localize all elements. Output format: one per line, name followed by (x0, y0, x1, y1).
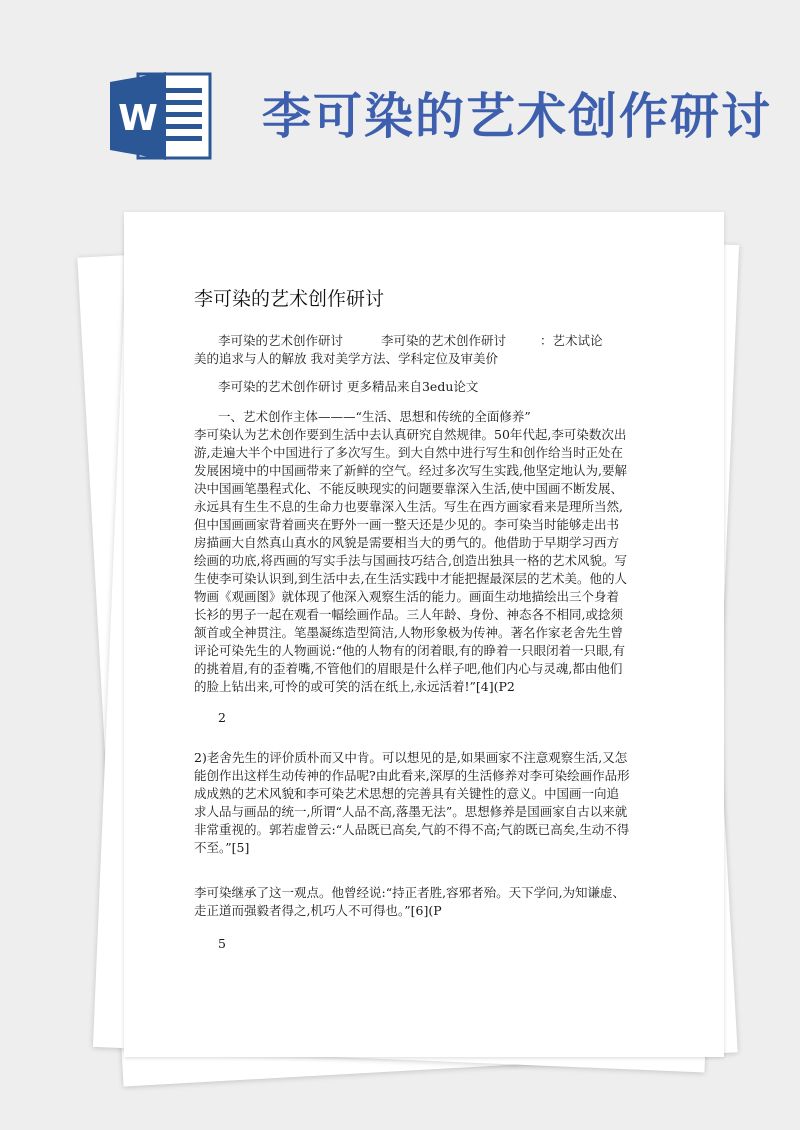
para1-line: 绘画的功底,将西画的写实手法与国画技巧结合,创造出独具一格的艺术风貌。写 (194, 553, 627, 568)
para2-line: 成成熟的艺术风貌和李可染艺术思想的完善具有关键性的意义。中国画一向追 (194, 786, 620, 801)
paragraph-3 (194, 884, 664, 920)
intro-text-a: 李可染的艺术创作研讨 (218, 333, 344, 348)
page-ref-1: 2 (218, 710, 226, 725)
page-ref-2-block (194, 935, 664, 953)
intro-block (194, 332, 664, 368)
document-page (124, 212, 724, 1057)
section-2 (194, 749, 664, 857)
para1-line: 房描画大自然真山真水的风貌是需要相当大的勇气的。他借助于早期学习西方 (194, 535, 620, 550)
para2-line: 求人品与画品的统一,所谓“人品不高,落墨无法”。思想修养是国画家自古以来就 (194, 804, 628, 819)
paragraph-1 (194, 426, 664, 696)
page-ref-2: 5 (218, 936, 226, 951)
para1-line: 颔首或全神贯注。笔墨凝练造型简洁,人物形象极为传神。著名作家老舍先生曾 (194, 625, 623, 640)
para3-line: 走正道而强毅者得之,机巧人不可得也。”[6](P (194, 903, 442, 918)
section-1 (194, 408, 664, 696)
intro-line-1 (194, 332, 664, 350)
para1-line: 物画《观画图》就体现了他深入观察生活的能力。画面生动地描绘出三个身着 (194, 589, 620, 604)
intro-text-b: 李可染的艺术创作研讨 (381, 333, 507, 348)
para2-line: 非常重视的。郭若虚曾云:“人品既已高矣,气韵不得不高;气韵既已高矣,生动不得 (194, 822, 630, 837)
header-title: 李可染的艺术创作研讨 (262, 88, 773, 145)
page-ref-1-block (194, 709, 664, 727)
para1-line: 长衫的男子一起在观看一幅绘画作品。三人年龄、身份、神态各不相同,或捻须 (194, 607, 623, 622)
para2-line: 不至。”[5] (194, 840, 250, 855)
logo-letter: W (118, 98, 158, 139)
para1-line: 游,走遍大半个中国进行了多次写生。到大自然中进行写生和创作给当时正处在 (194, 445, 623, 460)
section-heading: 一、艺术创作主体———“生活、思想和传统的全面修养” (218, 409, 531, 424)
word-document-icon (108, 68, 220, 164)
para1-line: 生使李可染认识到,到生活中去,在生活实践中才能把握最深层的艺术美。他的人 (194, 571, 627, 586)
paragraph-2 (194, 749, 664, 857)
para1-line: 发展困境中的中国画带来了新鲜的空气。经过多次写生实践,他坚定地认为,要解 (194, 463, 627, 478)
para1-line: 的挑着眉,有的歪着嘴,不管他们的眉眼是什么样子吧,他们内心与灵魂,都由他们 (194, 661, 623, 676)
intro-line-2: 美的追求与人的解放 我对美学方法、学科定位及审美价 (194, 351, 498, 366)
more-line-block (194, 378, 664, 396)
para1-line: 但中国画画家背着画夹在野外一画一整天还是少见的。李可染当时能够走出书 (194, 517, 620, 532)
para1-line: 评论可染先生的人物画说:“他的人物有的闭着眼,有的睁着一只眼闭着一只眼,有 (194, 643, 626, 658)
para1-line: 李可染认为艺术创作要到生活中去认真研究自然规律。50年代起,李可染数次出 (194, 427, 627, 442)
intro-text-c: ：艺术试论 (540, 333, 603, 348)
more-line: 李可染的艺术创作研讨 更多精品来自3edu论文 (218, 379, 479, 394)
header (0, 0, 800, 180)
document-title: 李可染的艺术创作研讨 (194, 288, 385, 310)
para1-line: 永远具有生生不息的生命力也要靠深入生活。写生在西方画家看来是理所当然, (194, 499, 623, 514)
para3-line: 李可染继承了这一观点。他曾经说:“持正者胜,容邪者殆。天下学问,为知谦虚、 (194, 885, 626, 900)
para2-line: 2)老舍先生的评价质朴而又中肯。可以想见的是,如果画家不注意观察生活,又怎 (194, 750, 628, 765)
para1-line: 决中国画笔墨程式化、不能反映现实的问题要靠深入生活,使中国画不断发展、 (194, 481, 623, 496)
section-3 (194, 884, 664, 920)
para2-line: 能创作出这样生动传神的作品呢?由此看来,深厚的生活修养对李可染绘画作品形 (194, 768, 630, 783)
para1-line: 的脸上钻出来,可怜的或可笑的活在纸上,永远活着!”[4](P2 (194, 679, 515, 694)
